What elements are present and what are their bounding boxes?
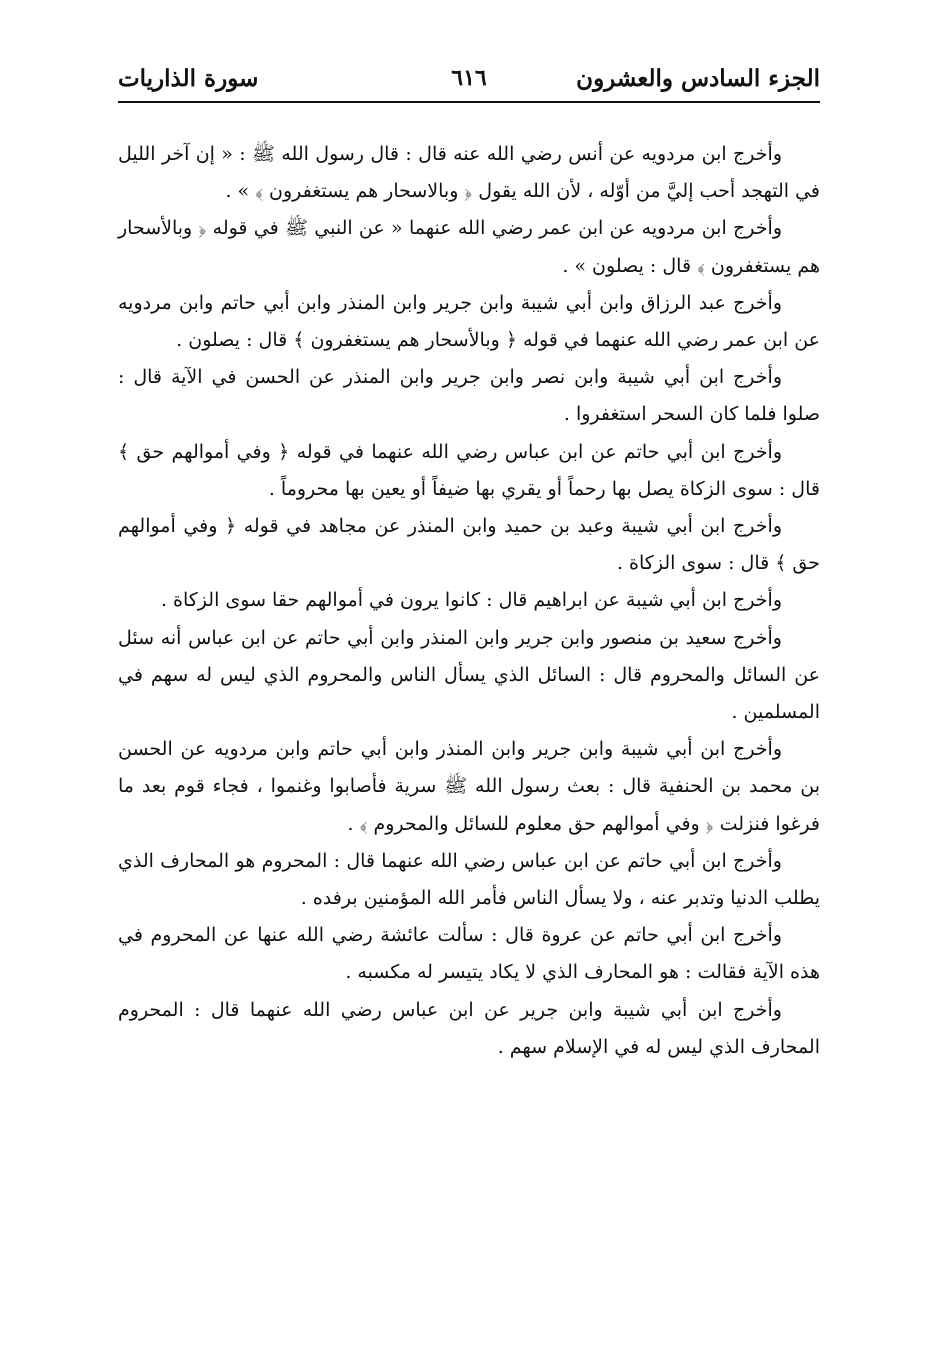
- paragraph: وأخرج ابن أبي حاتم عن ابن عباس رضي الله عنهما قال : المحروم هو المحارف الذي يطلب الدنيا وتدبر عنه ، ولا يسأل الناس فأمر الله المؤمنين برفده .: [118, 849, 820, 910]
- paragraph: وأخرج ابن أبي حاتم عن ابن عباس رضي الله عنهما في قوله ﴿ وفي أموالهم حق ﴾ قال : سوى الزكاة يصل بها رحماً أو يقري بها ضيفاً أو يعين بها محروماً .: [118, 440, 820, 500]
- paragraph: وأخرج ابن مردويه عن أنس رضي الله عنه قال : قال رسول الله ﷺ : « إن آخر الليل في التهجد أحب إليَّ من أوّله ، لأن الله يقول ﴿ وبالاسحار هم يستغفرون ﴾ » .: [118, 143, 820, 203]
- paragraph: وأخرج سعيد بن منصور وابن جرير وابن المنذر وابن أبي حاتم عن ابن عباس أنه سئل عن السائل والمحروم قال : السائل الذي يسأل الناس والمحروم الذي ليس له سهم في المسلمين .: [118, 626, 820, 724]
- paragraph: وأخرج ابن مردويه عن ابن عمر رضي الله عنهما « عن النبي ﷺ في قوله ﴿ وبالأسحار هم يستغفرون ﴾ قال : يصلون » .: [118, 217, 820, 277]
- paragraph: وأخرج ابن أبي حاتم عن عروة قال : سألت عائشة رضي الله عنها عن المحروم في هذه الآية فقالت : هو المحارف الذي لا يكاد يتيسر له مكسبه .: [118, 924, 820, 984]
- paragraph: وأخرج ابن أبي شيبة وابن جرير عن ابن عباس رضي الله عنهما قال : المحروم المحارف الذي ليس له في الإسلام سهم .: [118, 998, 820, 1058]
- page-number: ٦١٦: [451, 65, 487, 91]
- page-body: [118, 136, 820, 1066]
- paragraph: وأخرج عبد الرزاق وابن أبي شيبة وابن جرير وابن المنذر وابن أبي حاتم وابن مردويه عن ابن عمر رضي الله عنهما في قوله ﴿ وبالأسحار هم يستغفرون ﴾ قال : يصلون .: [118, 291, 820, 352]
- paragraph: وأخرج ابن أبي شيبة وابن جرير وابن المنذر وابن أبي حاتم وابن مردويه عن الحسن بن محمد بن الحنفية قال : بعث رسول الله ﷺ سرية فأصابوا وغنموا ، فجاء قوم بعد ما فرغوا فنزلت ﴿ وفي أموالهم حق معلوم للسائل والمحروم ﴾ .: [118, 738, 820, 835]
- paragraph: وأخرج ابن أبي شيبة وعبد بن حميد وابن المنذر عن مجاهد في قوله ﴿ وفي أموالهم حق ﴾ قال : سوى الزكاة .: [118, 515, 820, 575]
- paragraph: وأخرج ابن أبي شيبة عن ابراهيم قال : كانوا يرون في أموالهم حقا سوى الزكاة .: [160, 589, 782, 612]
- paragraph: وأخرج ابن أبي شيبة وابن نصر وابن جرير وابن المنذر عن الحسن في الآية قال : صلوا فلما كان السحر استغفروا .: [118, 366, 820, 426]
- header-rule: [118, 101, 820, 103]
- running-header: [118, 58, 820, 98]
- surah-title: سورة الذاريات: [118, 64, 259, 92]
- part-title: الجزء السادس والعشرون: [576, 64, 820, 92]
